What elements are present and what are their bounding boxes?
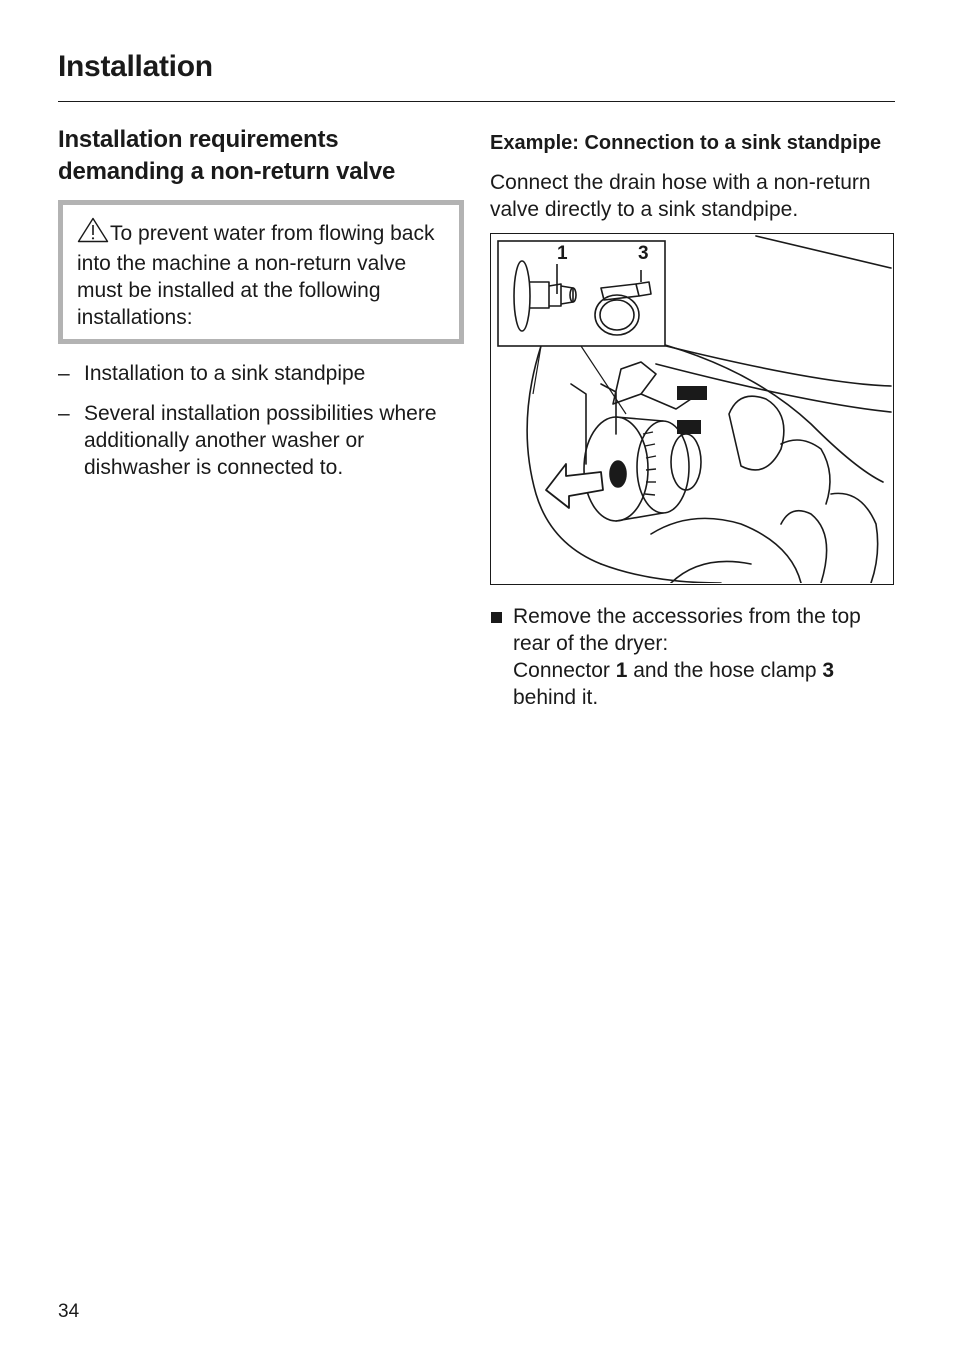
clamp-number: 3 xyxy=(822,659,835,682)
left-column xyxy=(58,124,468,494)
illustration-drawing xyxy=(491,234,892,583)
list-item-text: Several installation possibilities where additionally another washer or dishwasher is connected to. xyxy=(84,402,437,479)
title-divider xyxy=(58,101,895,102)
square-bullet-icon xyxy=(491,612,502,623)
warning-text: To prevent water from flowing back into the machine a non-return valve must be installed at the following installations: xyxy=(77,222,435,329)
list-item xyxy=(58,360,468,387)
intro-paragraph: Connect the drain hose with a non-return valve directly to a sink standpipe. xyxy=(490,171,871,221)
step-text-part: Connector xyxy=(513,659,616,682)
list-dash: – xyxy=(58,402,70,425)
page-number: 34 xyxy=(58,1301,80,1322)
list-item-text: Installation to a sink standpipe xyxy=(84,362,366,385)
step-text-part: behind it. xyxy=(513,686,599,709)
list-item xyxy=(58,400,468,481)
connector-number: 1 xyxy=(615,659,628,682)
list-dash: – xyxy=(58,362,70,385)
label-connector-1: 1 xyxy=(557,243,568,264)
installation-list xyxy=(58,360,468,481)
connection-illustration xyxy=(490,233,894,585)
right-column xyxy=(490,130,896,711)
step-text-line1: Remove the accessories from the top rear of the dryer: xyxy=(513,605,861,655)
warning-triangle-icon xyxy=(77,217,109,250)
page-title: Installation xyxy=(58,50,213,83)
instruction-step xyxy=(490,603,896,711)
label-hose-clamp-3: 3 xyxy=(638,243,649,264)
example-heading: Example: Connection to a sink standpipe xyxy=(490,132,882,154)
step-text-part: and the hose clamp xyxy=(627,659,823,682)
warning-box xyxy=(58,200,464,344)
section-heading: Installation requirements demanding a non-return valve xyxy=(58,126,396,185)
